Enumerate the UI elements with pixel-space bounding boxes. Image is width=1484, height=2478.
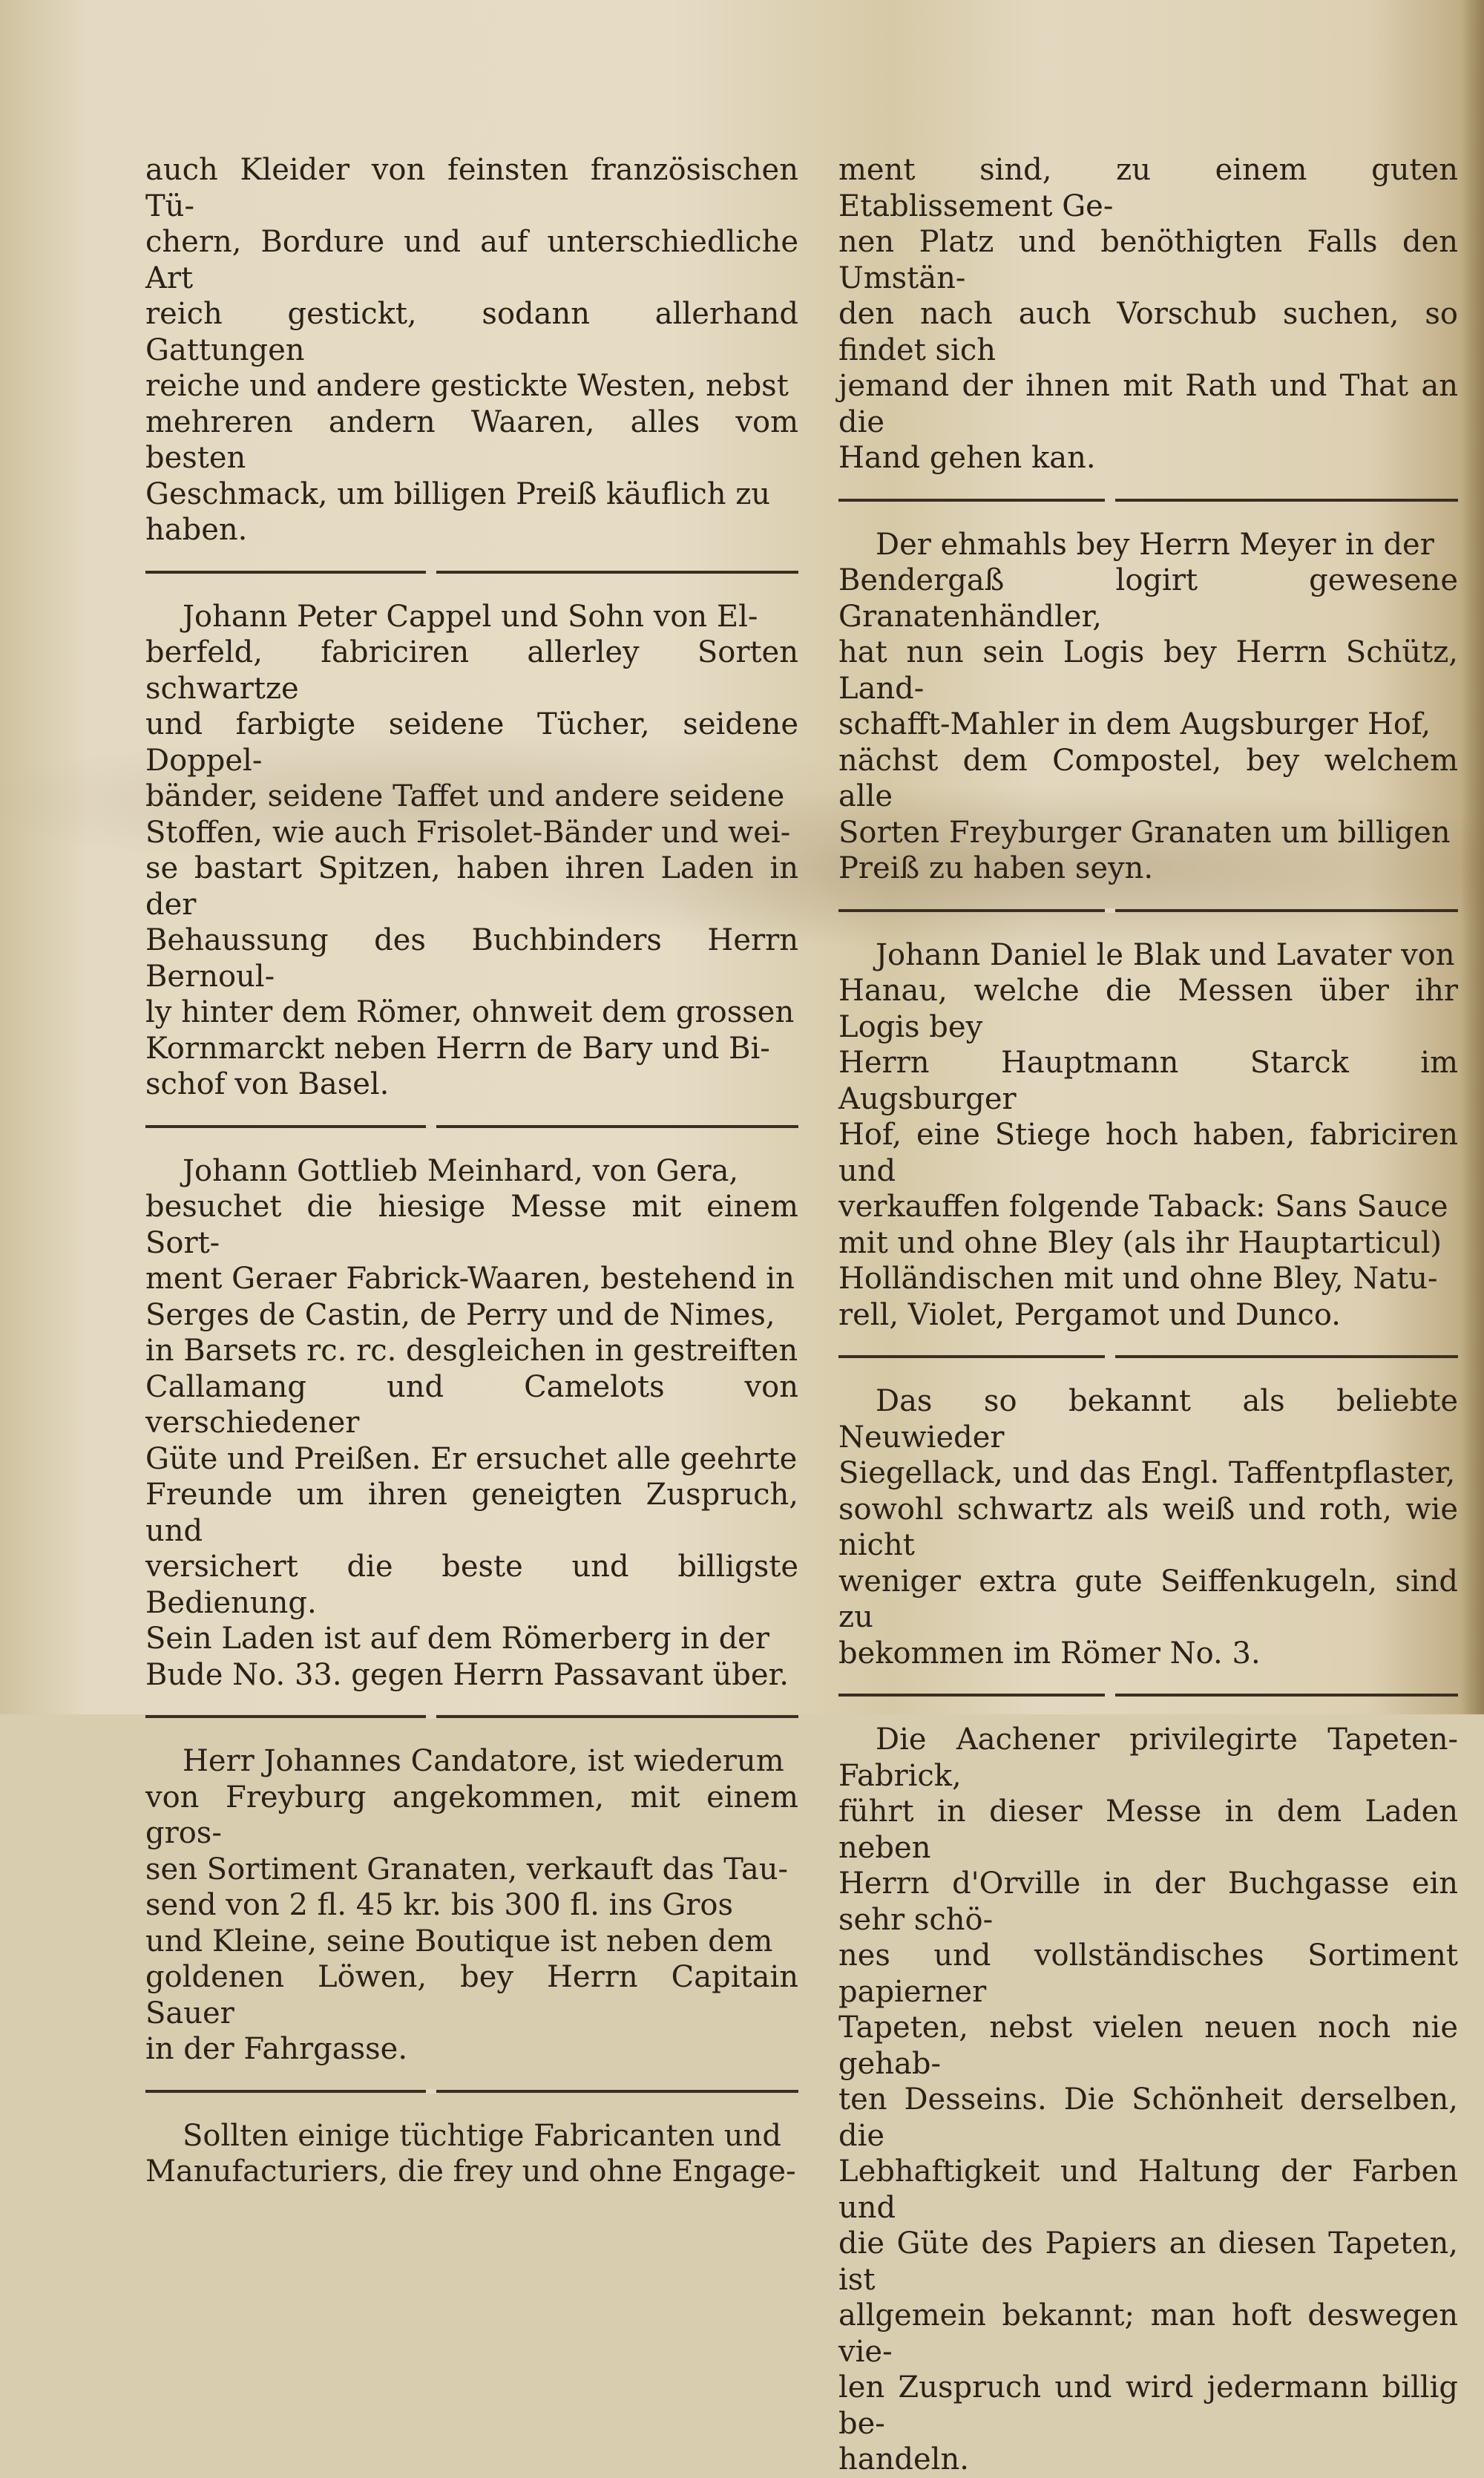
notice-separator-rule xyxy=(838,1694,1458,1697)
notice-continuation xyxy=(838,152,1458,476)
notice-separator-rule xyxy=(145,571,798,574)
text-line: ment sind, zu einem guten Etablissement Ge- xyxy=(838,153,1458,223)
text-line: sowohl schwartz als weiß und roth, wie nicht xyxy=(838,1492,1458,1562)
text-line: ly hinter dem Römer, ohnweit dem grossen xyxy=(145,995,795,1029)
text-line: berfeld, fabriciren allerley Sorten schwartze xyxy=(145,635,798,706)
text-line: Herrn d'Orville in der Buchgasse ein sehr schö- xyxy=(838,1866,1458,1937)
text-line: verkauffen folgende Taback: Sans Sauce xyxy=(838,1190,1448,1224)
right-column xyxy=(838,152,1458,2478)
text-line: besuchet die hiesige Messe mit einem Sort- xyxy=(145,1190,798,1260)
text-line: Hanau, welche die Messen über ihr Logis bey xyxy=(838,974,1458,1044)
text-line: rell, Violet, Pergamot und Dunco. xyxy=(838,1297,1341,1332)
text-line: Sorten Freyburger Granaten um billigen xyxy=(838,815,1451,850)
text-line: chern, Bordure und auf unterschiedliche Art xyxy=(145,225,798,295)
text-line: allgemein bekannt; man hoft deswegen vie- xyxy=(838,2298,1458,2369)
advertisement-notice xyxy=(838,937,1458,1334)
text-line: in Barsets rc. rc. desgleichen in gestreiften xyxy=(145,1334,798,1368)
text-line: handeln. xyxy=(838,2442,969,2477)
text-line: Güte und Preißen. Er ersuchet alle geehrte xyxy=(145,1441,798,1476)
text-line: Johann Gottlieb Meinhard, von Gera, xyxy=(183,1153,739,1188)
text-line: Hof, eine Stiege hoch haben, fabriciren und xyxy=(838,1118,1458,1188)
text-line: bänder, seidene Taffet und andere seidene xyxy=(145,779,785,813)
advertisement-notice xyxy=(145,2118,798,2190)
text-line: Behaussung des Buchbinders Herrn Bernoul- xyxy=(145,923,798,994)
text-line: Die Aachener privilegirte Tapeten-Fabrick, xyxy=(838,1723,1458,1793)
page-fold-shadow xyxy=(1460,0,1484,1714)
text-line: Hand gehen kan. xyxy=(838,441,1096,475)
text-line: und Kleine, seine Boutique ist neben dem xyxy=(145,1924,773,1959)
text-line: Callamang und Camelots von verschiedener xyxy=(145,1369,798,1440)
text-line: versichert die beste und billigste Bedienung. xyxy=(145,1550,798,1620)
text-line: Siegellack, und das Engl. Taffentpflaster, xyxy=(838,1456,1456,1490)
text-line: Herrn Hauptmann Starck im Augsburger xyxy=(838,1046,1458,1116)
left-column xyxy=(145,152,798,2190)
text-line: se bastart Spitzen, haben ihren Laden in der xyxy=(145,851,798,922)
text-line: Herr Johannes Candatore, ist wiederum xyxy=(183,1744,784,1778)
advertisement-notice xyxy=(145,1153,798,1694)
text-line: sen Sortiment Granaten, verkauft das Tau- xyxy=(145,1852,788,1887)
notice-separator-rule xyxy=(838,499,1458,502)
text-line: Geschmack, um billigen Preiß käuflich zu xyxy=(145,476,771,511)
text-line: ten Desseins. Die Schönheit derselben, die xyxy=(838,2082,1458,2153)
text-line: von Freyburg angekommen, mit einem gros- xyxy=(145,1780,798,1850)
text-line: Sein Laden ist auf dem Römerberg in der xyxy=(145,1622,769,1656)
text-line: in der Fahrgasse. xyxy=(145,2032,408,2066)
text-line: Johann Daniel le Blak und Lavater von xyxy=(876,937,1455,972)
notice-separator-rule xyxy=(145,1715,798,1718)
text-line: send von 2 fl. 45 kr. bis 300 fl. ins Gros xyxy=(145,1888,734,1922)
text-line: Bude No. 33. gegen Herrn Passavant über. xyxy=(145,1657,789,1692)
text-line: Preiß zu haben seyn. xyxy=(838,851,1154,885)
text-line: Der ehmahls bey Herrn Meyer in der xyxy=(876,527,1434,562)
text-line: reich gestickt, sodann allerhand Gattungen xyxy=(145,297,798,367)
text-line: Holländischen mit und ohne Bley, Natu- xyxy=(838,1262,1438,1296)
text-line: reiche und andere gestickte Westen, nebst xyxy=(145,369,789,403)
text-line: Stoffen, wie auch Frisolet-Bänder und wei- xyxy=(145,815,791,850)
text-line: Bendergaß logirt gewesene Granatenhändler, xyxy=(838,563,1458,634)
text-line: die Güte des Papiers an diesen Tapeten, ist xyxy=(838,2226,1458,2297)
notice-separator-rule xyxy=(145,2090,798,2093)
text-line: schafft-Mahler in dem Augsburger Hof, xyxy=(838,707,1431,741)
text-line: len Zuspruch und wird jedermann billig be- xyxy=(838,2370,1458,2441)
text-line: haben. xyxy=(145,513,248,547)
text-line: weniger extra gute Seiffenkugeln, sind zu xyxy=(838,1564,1458,1634)
advertisement-notice xyxy=(838,527,1458,887)
text-line: auch Kleider von feinsten französischen Tü- xyxy=(145,153,798,223)
text-line: Das so bekannt als beliebte Neuwieder xyxy=(838,1384,1458,1455)
text-line: und farbigte seidene Tücher, seidene Doppel- xyxy=(145,707,798,778)
text-line: Tapeten, nebst vielen neuen noch nie gehab- xyxy=(838,2010,1458,2081)
text-line: mehreren andern Waaren, alles vom besten xyxy=(145,404,798,475)
notice-continuation xyxy=(145,152,798,548)
text-line: Kornmarckt neben Herrn de Bary und Bi- xyxy=(145,1031,770,1066)
advertisement-notice xyxy=(838,1383,1458,1671)
advertisement-notice xyxy=(145,1743,798,2068)
advertisement-notice xyxy=(145,599,798,1103)
text-line: jemand der ihnen mit Rath und That an die xyxy=(838,369,1458,439)
text-line: Serges de Castin, de Perry und de Nimes, xyxy=(145,1297,775,1332)
text-line: ment Geraer Fabrick-Waaren, bestehend in xyxy=(145,1262,795,1296)
text-line: schof von Basel. xyxy=(145,1067,390,1101)
text-line: Johann Peter Cappel und Sohn von El- xyxy=(183,599,758,634)
text-line: nes und vollständisches Sortiment papierner xyxy=(838,1938,1458,2009)
text-line: goldenen Löwen, bey Herrn Capitain Sauer xyxy=(145,1960,798,2030)
text-line: nächst dem Compostel, bey welchem alle xyxy=(838,743,1458,813)
text-line: Manufacturiers, die frey und ohne Engage- xyxy=(145,2154,796,2189)
text-line: nen Platz und benöthigten Falls den Umstän- xyxy=(838,225,1458,295)
text-line: den nach auch Vorschub suchen, so findet sich xyxy=(838,297,1458,367)
text-line: Freunde um ihren geneigten Zuspruch, und xyxy=(145,1478,798,1548)
text-line: Sollten einige tüchtige Fabricanten und xyxy=(183,2118,781,2153)
text-line: führt in dieser Messe in dem Laden neben xyxy=(838,1794,1458,1865)
notice-separator-rule xyxy=(838,1355,1458,1358)
notice-separator-rule xyxy=(838,909,1458,912)
text-line: mit und ohne Bley (als ihr Hauptarticul) xyxy=(838,1225,1442,1260)
text-line: bekommen im Römer No. 3. xyxy=(838,1636,1261,1671)
notice-separator-rule xyxy=(145,1125,798,1128)
advertisement-notice xyxy=(838,1722,1458,2478)
text-line: Lebhaftigkeit und Haltung der Farben und xyxy=(838,2154,1458,2225)
text-line: hat nun sein Logis bey Herrn Schütz, Land- xyxy=(838,635,1458,706)
